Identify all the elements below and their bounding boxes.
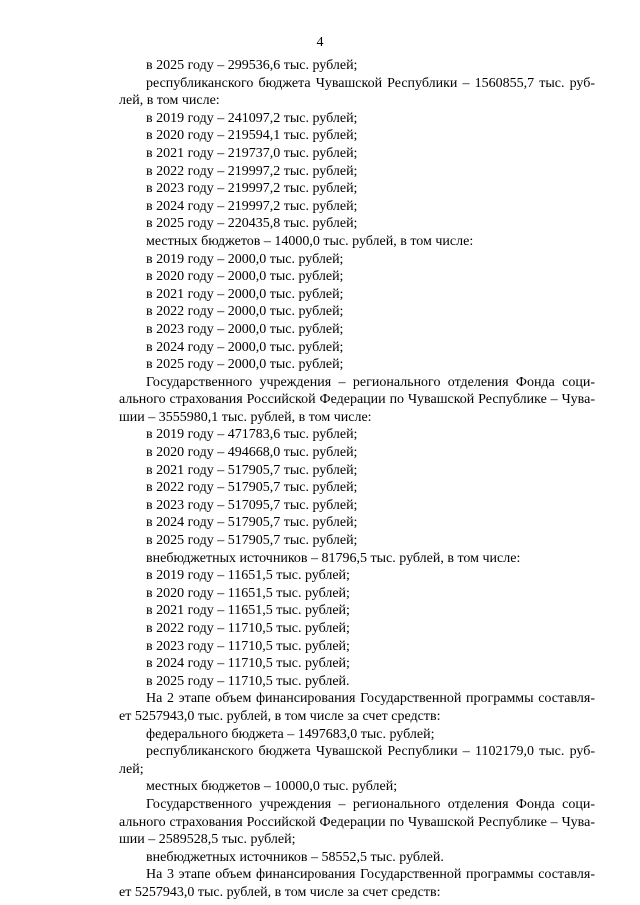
text-line: в 2024 году – 11710,5 тыс. рублей; [146,656,350,672]
text-line: в 2025 году – 517905,7 тыс. рублей; [146,533,358,549]
text-line: в 2021 году – 219737,0 тыс. рублей; [146,145,358,161]
text-line: ет 5257943,0 тыс. рублей, в том числе за счет средств: [119,708,441,724]
text-line: в 2019 году – 2000,0 тыс. рублей; [146,251,344,267]
text-line: в 2024 году – 2000,0 тыс. рублей; [146,339,344,355]
text-line: в 2022 году – 517905,7 тыс. рублей; [146,480,358,496]
text-line: в 2022 году – 11710,5 тыс. рублей; [146,621,350,636]
text-line: в 2020 году – 494668,0 тыс. рублей; [146,445,358,461]
text-line: На 2 этапе объем финансирования Государственной программы составля- [146,691,595,707]
text-line: На 3 этапе объем финансирования Государственной программы составля- [146,867,595,883]
text-line: в 2023 году – 517095,7 тыс. рублей; [146,497,358,513]
text-line: в 2023 году – 11710,5 тыс. рублей; [146,638,350,654]
text-line: в 2024 году – 219997,2 тыс. рублей; [146,198,358,214]
text-line: ального страхования Российской Федерации по Чувашской Республике – Чува- [119,392,595,408]
text-line: в 2025 году – 220435,8 тыс. рублей; [146,216,358,232]
text-line: лей; [119,761,144,777]
text-line: Государственного учреждения – регионального отделения Фонда соци- [146,796,595,812]
text-line: шии – 3555980,1 тыс. рублей, в том числе: [119,409,372,425]
text-line: в 2025 году – 299536,6 тыс. рублей; [146,58,358,73]
text-line: республиканского бюджета Чувашской Республики – 1102179,0 тыс. руб- [146,744,595,760]
text-line: в 2021 году – 2000,0 тыс. рублей; [146,286,344,302]
text-line: в 2023 году – 219997,2 тыс. рублей; [146,181,358,197]
text-line: в 2022 году – 2000,0 тыс. рублей; [146,304,344,320]
text-line: внебюджетных источников – 58552,5 тыс. рублей. [146,849,444,865]
text-line: местных бюджетов – 10000,0 тыс. рублей; [146,779,398,795]
text-line: в 2023 году – 2000,0 тыс. рублей; [146,321,344,337]
document-body [119,57,595,902]
page-number: 4 [316,35,324,50]
text-line: в 2019 году – 471783,6 тыс. рублей; [146,427,358,443]
text-line: ального страхования Российской Федерации по Чувашской Республике – Чува- [119,814,595,830]
text-line: в 2021 году – 11651,5 тыс. рублей; [146,603,350,619]
text-line: внебюджетных источников – 81796,5 тыс. рублей, в том числе: [146,550,521,566]
text-line: в 2019 году – 241097,2 тыс. рублей; [146,110,358,126]
text-line: Государственного учреждения – регионального отделения Фонда соци- [146,374,595,390]
text-line: в 2020 году – 11651,5 тыс. рублей; [146,585,350,601]
text-line: в 2025 году – 11710,5 тыс. рублей. [146,673,350,689]
text-line: местных бюджетов – 14000,0 тыс. рублей, в том числе: [146,233,474,249]
text-line: в 2019 году – 11651,5 тыс. рублей; [146,568,350,584]
text-line: республиканского бюджета Чувашской Республики – 1560855,7 тыс. руб- [146,75,595,91]
text-line: в 2021 году – 517905,7 тыс. рублей; [146,462,358,478]
text-line: в 2024 году – 517905,7 тыс. рублей; [146,515,358,531]
text-line: шии – 2589528,5 тыс. рублей; [119,832,296,848]
text-line: в 2025 году – 2000,0 тыс. рублей; [146,357,344,373]
text-line: лей, в том числе: [119,93,220,109]
text-line: в 2020 году – 219594,1 тыс. рублей; [146,128,358,144]
text-line: в 2022 году – 219997,2 тыс. рублей; [146,163,358,179]
text-line: федерального бюджета – 1497683,0 тыс. рублей; [146,726,435,742]
text-line: ет 5257943,0 тыс. рублей, в том числе за счет средств: [119,884,441,900]
text-line: в 2020 году – 2000,0 тыс. рублей; [146,269,344,285]
